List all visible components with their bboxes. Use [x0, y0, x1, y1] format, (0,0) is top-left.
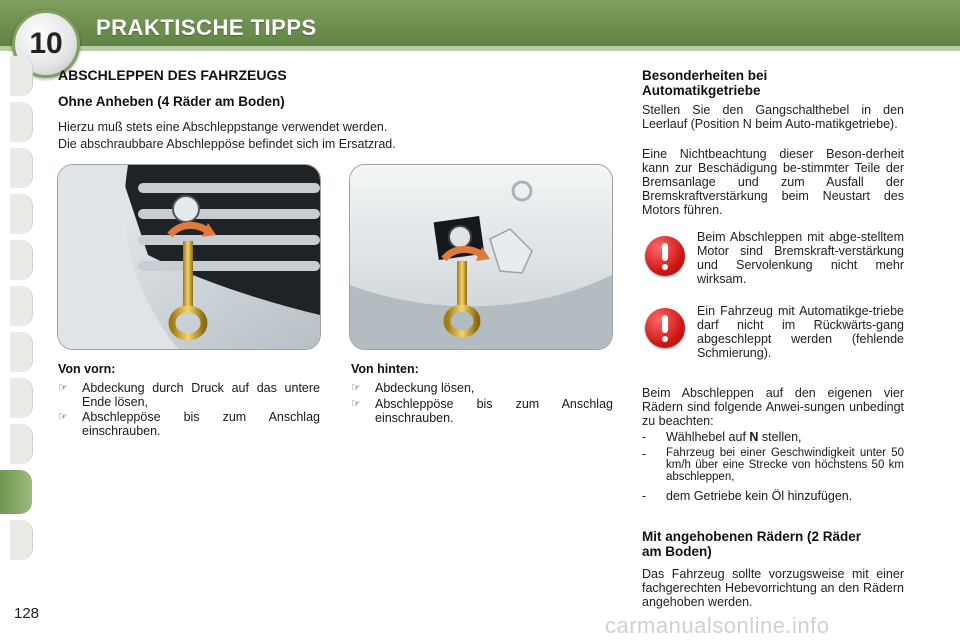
lifted-text: Das Fahrzeug sollte vorzugsweise mit einer fachgerechten Hebevorrichtung an den Rädern angehoben werden.: [642, 567, 904, 609]
instruction-item-2: - Fahrzeug bei einer Geschwindigkeit unter 50 km/h über eine Strecke von höchstens 50 km abschleppen,: [642, 447, 904, 483]
hand-pointer-icon: ☞: [351, 382, 361, 394]
intro-line-2: Die abschraubbare Abschleppöse befindet sich im Ersatzrad.: [58, 137, 396, 151]
chapter-tab[interactable]: [10, 424, 33, 464]
section-subtitle: Ohne Anheben (4 Räder am Boden): [58, 94, 285, 109]
rear-tow-eye-photo: [349, 164, 613, 350]
chapter-tab[interactable]: [10, 240, 33, 280]
front-step-2: ☞ Abschleppöse bis zum Anschlag einschrauben.: [58, 410, 320, 438]
chapter-badge: 10: [12, 10, 80, 78]
lifted-title: Mit angehobenen Rädern (2 Räder am Boden): [642, 529, 862, 559]
chapter-tabs: [0, 56, 34, 576]
automatic-paragraph-1: Stellen Sie den Gangschalthebel in den Leerlauf (Position N beim Auto-matikgetriebe).: [642, 103, 904, 131]
chapter-tab[interactable]: [10, 378, 33, 418]
automatic-title: Besonderheiten bei Automatikgetriebe: [642, 68, 768, 98]
chapter-tab[interactable]: [10, 194, 33, 234]
intro-line-1: Hierzu muß stets eine Abschleppstange verwendet werden.: [58, 120, 388, 134]
front-tow-eye-photo: [57, 164, 321, 350]
warning-text-2: Ein Fahrzeug mit Automatikge-triebe darf nicht im Rückwärts-gang abgeschleppt werden (fehlende Schmierung).: [697, 304, 904, 360]
page-title: PRAKTISCHE TIPPS: [96, 15, 317, 40]
chapter-tab[interactable]: [10, 520, 33, 560]
page-number: 128: [14, 605, 40, 622]
chapter-tab-active[interactable]: [0, 470, 32, 514]
rear-step-2: ☞ Abschleppöse bis zum Anschlag einschrauben.: [351, 397, 613, 425]
warning-icon: [645, 236, 685, 276]
front-title: Von vorn:: [58, 362, 116, 376]
four-wheels-intro: Beim Abschleppen auf den eigenen vier Rädern sind folgende Anwei-sungen unbedingt zu beachten:: [642, 386, 904, 428]
instruction-item-1: - Wählhebel auf N stellen,: [642, 430, 802, 444]
chapter-tab[interactable]: [10, 56, 33, 96]
instruction-item-3: - dem Getriebe kein Öl hinzufügen.: [642, 489, 853, 503]
warning-text-1: Beim Abschleppen mit abge-stelltem Motor sind Bremskraft-verstärkung und Servolenkung nicht mehr wirksam.: [697, 230, 904, 286]
rear-title: Von hinten:: [351, 362, 419, 376]
chapter-tab[interactable]: [10, 148, 33, 188]
automatic-paragraph-2: Eine Nichtbeachtung dieser Beson-derheit kann zur Beschädigung be-stimmter Teile der Bremsanlage und zum Ausfall der Bremskraftverstärkung beim Neustart des Motors führen.: [642, 147, 904, 217]
header-divider: [0, 46, 960, 51]
watermark: carmanualsonline.info: [605, 613, 830, 638]
section-title: ABSCHLEPPEN DES FAHRZEUGS: [58, 67, 287, 83]
warning-icon: [645, 308, 685, 348]
chapter-tab[interactable]: [10, 286, 33, 326]
chapter-tab[interactable]: [10, 332, 33, 372]
hand-pointer-icon: ☞: [58, 411, 68, 423]
chapter-tab[interactable]: [10, 102, 33, 142]
hand-pointer-icon: ☞: [351, 398, 361, 410]
rear-step-1: ☞ Abdeckung lösen,: [351, 381, 475, 395]
hand-pointer-icon: ☞: [58, 382, 68, 394]
front-step-1: ☞ Abdeckung durch Druck auf das untere Ende lösen,: [58, 381, 320, 409]
